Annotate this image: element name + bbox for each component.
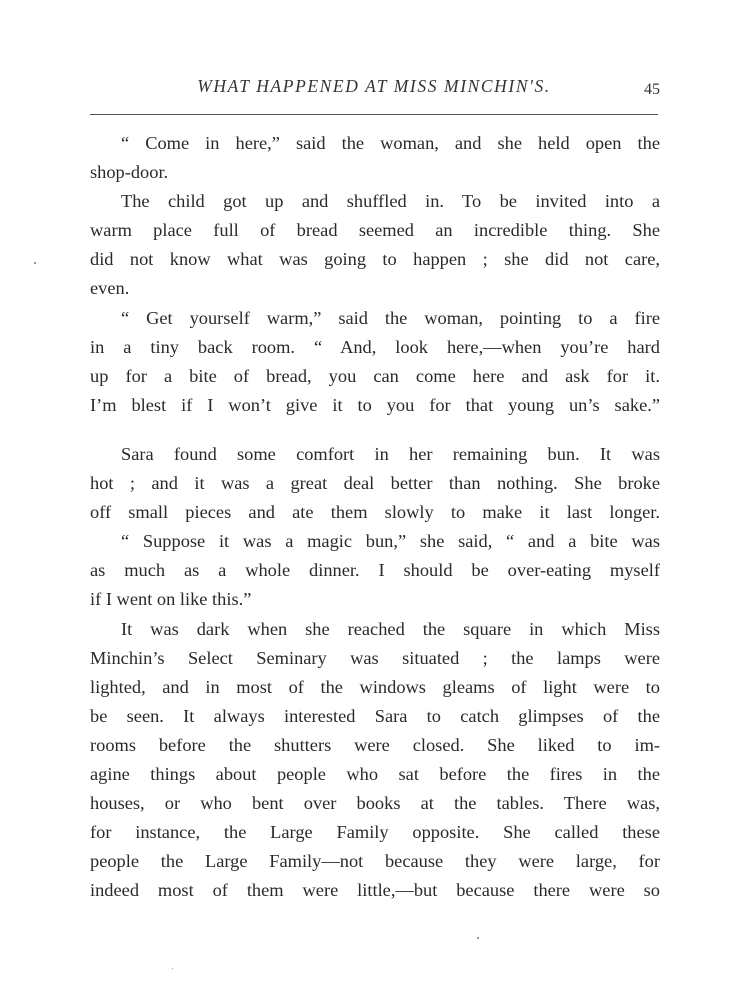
text-line: did not know what was going to happen ; she did not care, xyxy=(90,249,660,270)
text-line: even. xyxy=(90,278,130,299)
text-line: shop-door. xyxy=(90,162,169,183)
text-line: off small pieces and ate them slowly to make it last longer. xyxy=(90,502,660,523)
paper-speck xyxy=(172,968,173,969)
paper-speck xyxy=(477,937,479,939)
section-break xyxy=(90,420,660,440)
text-line: agine things about people who sat before the fires in the xyxy=(90,763,660,784)
text-line: indeed most of them were little,—but because there were so xyxy=(90,880,660,901)
page-number: 45 xyxy=(644,81,660,98)
text-line: lighted, and in most of the windows gleams of light were to xyxy=(90,676,660,697)
text-line: houses, or who bent over books at the tables. There was, xyxy=(90,793,660,814)
header-rule xyxy=(90,114,658,115)
text-line: rooms before the shutters were closed. She liked to im- xyxy=(90,734,660,755)
text-line: It was dark when she reached the square in which Miss xyxy=(121,618,660,639)
text-line: for instance, the Large Family opposite. She called these xyxy=(90,822,660,843)
running-head xyxy=(90,76,658,106)
text-line: “ Come in here,” said the woman, and she held open the xyxy=(121,133,660,153)
text-line: Sara found some comfort in her remaining bun. It was xyxy=(121,443,660,464)
text-line: be seen. It always interested Sara to catch glimpses of the xyxy=(90,705,660,726)
text-line: as much as a whole dinner. I should be over-eating myself xyxy=(90,560,660,581)
running-title: WHAT HAPPENED AT MISS MINCHIN'S. xyxy=(197,76,551,96)
paper-speck xyxy=(34,262,36,264)
text-line: I’m blest if I won’t give it to you for that young un’s sake.” xyxy=(90,394,660,415)
text-line: hot ; and it was a great deal better than nothing. She broke xyxy=(90,473,660,494)
text-line: warm place full of bread seemed an incredible thing. She xyxy=(90,220,660,241)
text-line: people the Large Family—not because they were large, for xyxy=(90,851,660,872)
text-line: Minchin’s Select Seminary was situated ; the lamps were xyxy=(90,647,660,668)
text-line: if I went on like this.” xyxy=(90,589,252,610)
text-line: “ Get yourself warm,” said the woman, pointing to a fire xyxy=(121,307,660,328)
text-line: in a tiny back room. “ And, look here,—when you’re hard xyxy=(90,336,660,357)
text-line: “ Suppose it was a magic bun,” she said, “ and a bite was xyxy=(121,531,660,552)
body-text xyxy=(90,129,660,905)
text-line: up for a bite of bread, you can come here and ask for it. xyxy=(90,365,660,386)
text-line: The child got up and shuffled in. To be invited into a xyxy=(121,191,660,212)
